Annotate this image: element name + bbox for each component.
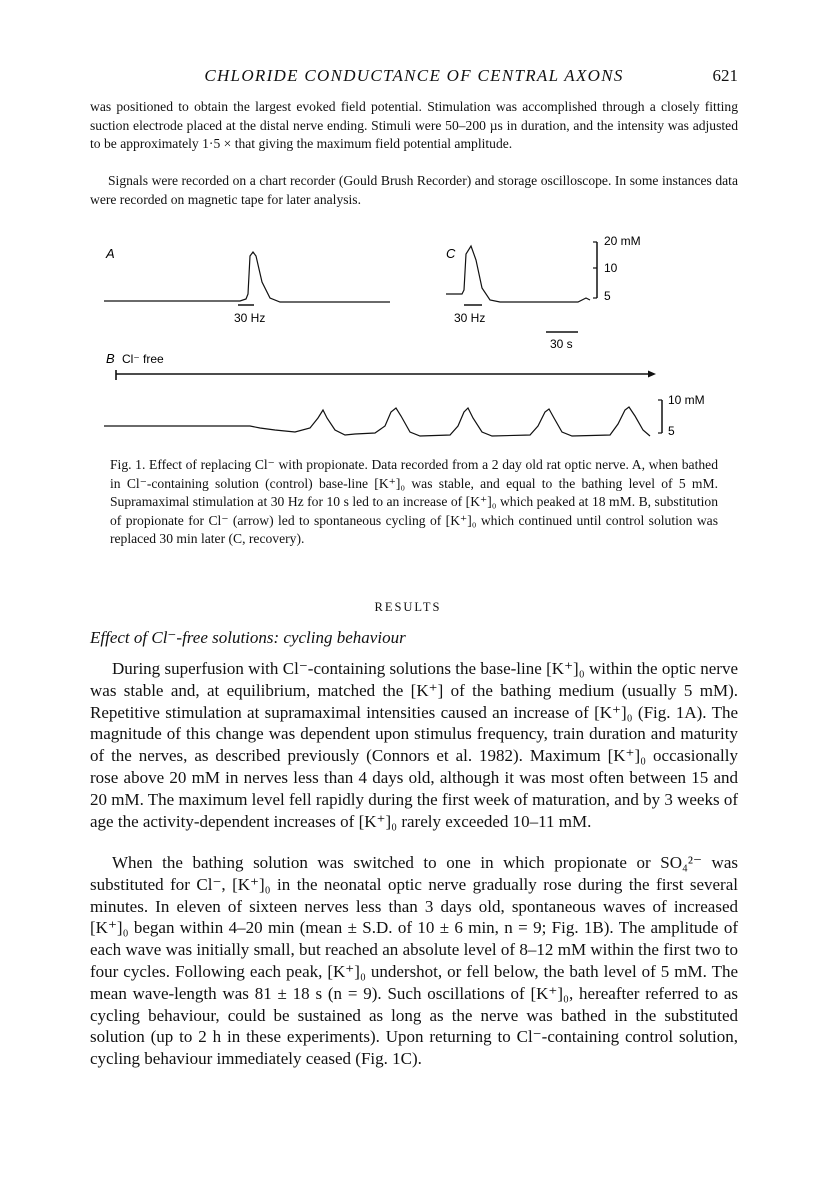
subsection-heading: Effect of Cl⁻-free solutions: cycling behaviour	[90, 628, 406, 647]
scale-b-5: 5	[668, 424, 675, 438]
methods-recording-paragraph: Signals were recorded on a chart recorder (Gould Brush Recorder) and storage oscilloscope. In some instances data were recorded on magnetic tape for later analysis.	[90, 173, 738, 207]
section-heading: RESULTS	[374, 600, 442, 614]
scale-top-20: 20 mM	[604, 234, 641, 248]
figure-1-graphic	[90, 232, 738, 444]
scale-top-10: 10	[604, 261, 618, 275]
figure-caption: Fig. 1. Effect of replacing Cl⁻ with propionate. Data recorded from a 2 day old rat optic nerve. A, when bathed in Cl⁻-containing solution (control) base-line [K⁺]₀ was stable, and equal to the bathing level of 5 mM. Supramaximal stimulation at 30 Hz for 10 s led to an increase of [K⁺]₀ which peaked at 18 mM. B, substitution of propionate for Cl⁻ (arrow) led to spontaneous cycling of [K⁺]₀ which continued until control solution was replaced 30 min later (C, recovery).	[110, 457, 718, 546]
scale-top-5: 5	[604, 289, 611, 303]
methods-stimulation-paragraph: was positioned to obtain the largest evoked field potential. Stimulation was accomplished through a closely fitting suction electrode placed at the distal nerve ending. Stimuli were 50–200 µs in duration, and the intensity was adjusted to be approximately 1·5 × that giving the maximum field potential amplitude.	[90, 99, 738, 151]
time-scale-label: 30 s	[550, 337, 573, 351]
results-paragraph-1: During superfusion with Cl⁻-containing solutions the base-line [K⁺]₀ within the optic nerve was stable and, at equilibrium, matched the [K⁺] of the bathing medium (usually 5 mM). Repetitive stimulation at supramaximal intensities caused an increase of [K⁺]₀ (Fig. 1A). The magnitude of this change was dependent upon stimulus frequency, train duration and maturity of the nerves, as described previously (Connors et al. 1982). Maximum [K⁺]₀ occasionally rose above 20 mM in nerves less than 4 days old, although it was most often between 15 and 20 mM. The maximum level fell rapidly during the first week of maturation, and by 3 weeks of age the activity-dependent increases of [K⁺]₀ rarely exceeded 10–11 mM.	[90, 659, 738, 831]
trace-a	[104, 252, 390, 302]
page-number: 621	[712, 66, 738, 85]
stim-label-c: 30 Hz	[454, 311, 486, 325]
panel-label-c: C	[446, 246, 456, 261]
arrow-head	[648, 371, 656, 378]
panel-label-b: B	[106, 351, 115, 366]
stim-label-a: 30 Hz	[234, 311, 266, 325]
results-paragraph-2: When the bathing solution was switched to one in which propionate or SO₄²⁻ was substituted for Cl⁻, [K⁺]₀ in the neonatal optic nerve gradually rose during the first several minutes. In eleven of sixteen nerves less than 3 days old, spontaneous waves of increased [K⁺]₀ began within 4–20 min (mean ± S.D. of 10 ± 6 min, n = 9; Fig. 1B). The amplitude of each wave was initially small, but reached an absolute level of 8–12 mM within the first two to four cycles. Following each peak, [K⁺]₀ undershot, or fell below, the bath level of 5 mM. The mean wave-length was 81 ± 18 s (n = 9). Such oscillations of [K⁺]₀, hereafter referred to as cycling behaviour, could be sustained as long as the nerve was bathed in the substituted solution (up to 2 h in these experiments). Upon returning to Cl⁻-containing control solution, cycling behaviour immediately ceased (Fig. 1C).	[90, 853, 738, 1069]
running-head	[90, 66, 738, 88]
cl-free-label: Cl⁻ free	[122, 352, 164, 366]
trace-c	[446, 246, 590, 302]
panel-label-a: A	[106, 246, 115, 261]
scale-b-10: 10 mM	[668, 393, 705, 407]
figure-1	[90, 232, 738, 444]
trace-b	[104, 407, 650, 436]
running-title: CHLORIDE CONDUCTANCE OF CENTRAL AXONS	[204, 66, 624, 85]
